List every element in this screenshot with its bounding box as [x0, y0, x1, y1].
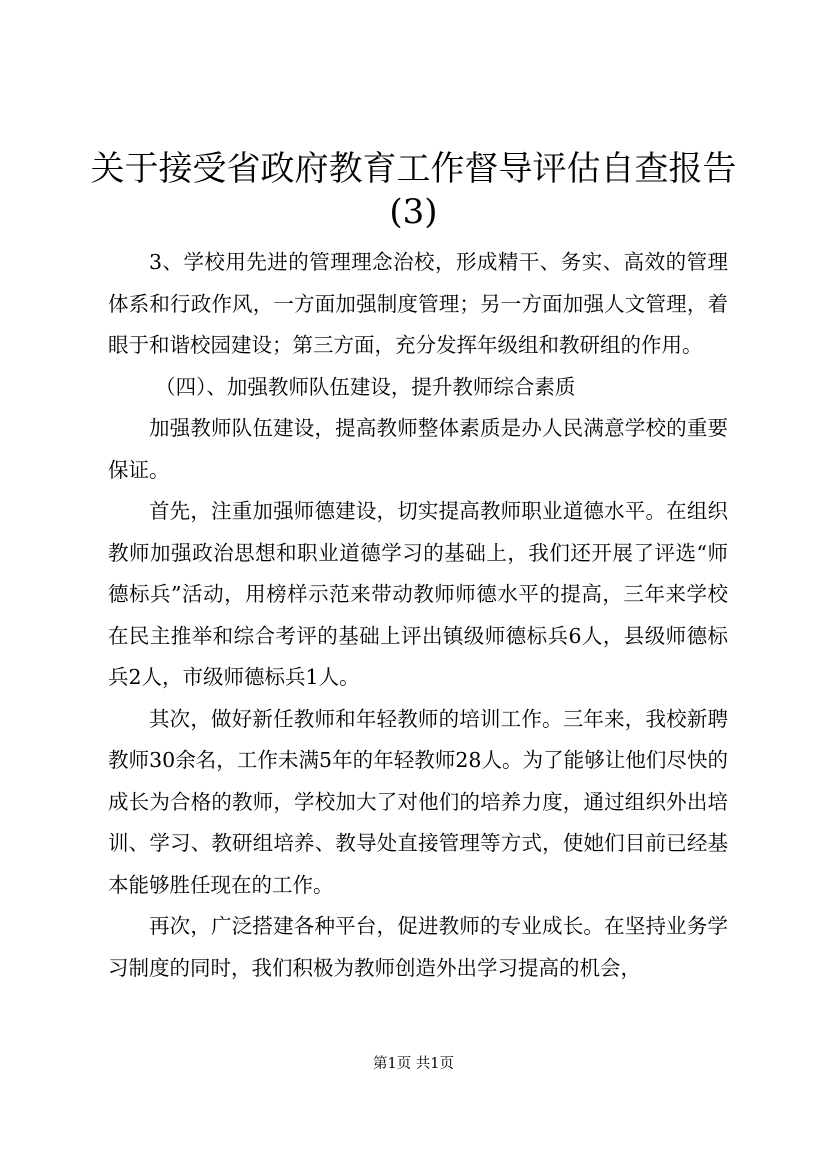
paragraph-training: 其次，做好新任教师和年轻教师的培训工作。三年来，我校新聘教师30余名，工作未满5年的年轻教师28人。为了能够让他们尽快的成长为合格的教师，学校加大了对他们的培养力度，通过组织外出培训、学习、教研组培养、教导处直接管理等方式，使她们目前已经基本能够胜任现在的工作。 [108, 706, 728, 897]
document-title: 关于接受省政府教育工作督导评估自查报告 [90, 149, 737, 189]
document-body [108, 242, 728, 989]
paragraph-management: 3、学校用先进的管理理念治校，形成精干、务实、高效的管理体系和行政作风，一方面加强制度管理；另一方面加强人文管理，着眼于和谐校园建设；第三方面，充分发挥年级组和教研组的作用。 [108, 250, 728, 357]
document-title-suffix: (3) [389, 192, 438, 232]
section-heading-teachers: （四）、加强教师队伍建设，提升教师综合素质 [155, 374, 576, 399]
page-footer: 第1页 共1页 [372, 1056, 455, 1072]
paragraph-teacher-quality: 加强教师队伍建设，提高教师整体素质是办人民满意学校的重要保证。 [108, 416, 728, 482]
paragraph-platforms: 再次，广泛搭建各种平台，促进教师的专业成长。在坚持业务学习制度的同时，我们积极为教师创造外出学习提高的机会， [108, 914, 728, 980]
paragraph-ethics: 首先，注重加强师德建设，切实提高教师职业道德水平。在组织教师加强政治思想和职业道德学习的基础上，我们还开展了评选“师德标兵”活动，用榜样示范来带动教师师德水平的提高，三年来学校在民主推举和综合考评的基础上评出镇级师德标兵6人，县级师德标兵2人，市级师德标兵1人。 [108, 499, 728, 689]
